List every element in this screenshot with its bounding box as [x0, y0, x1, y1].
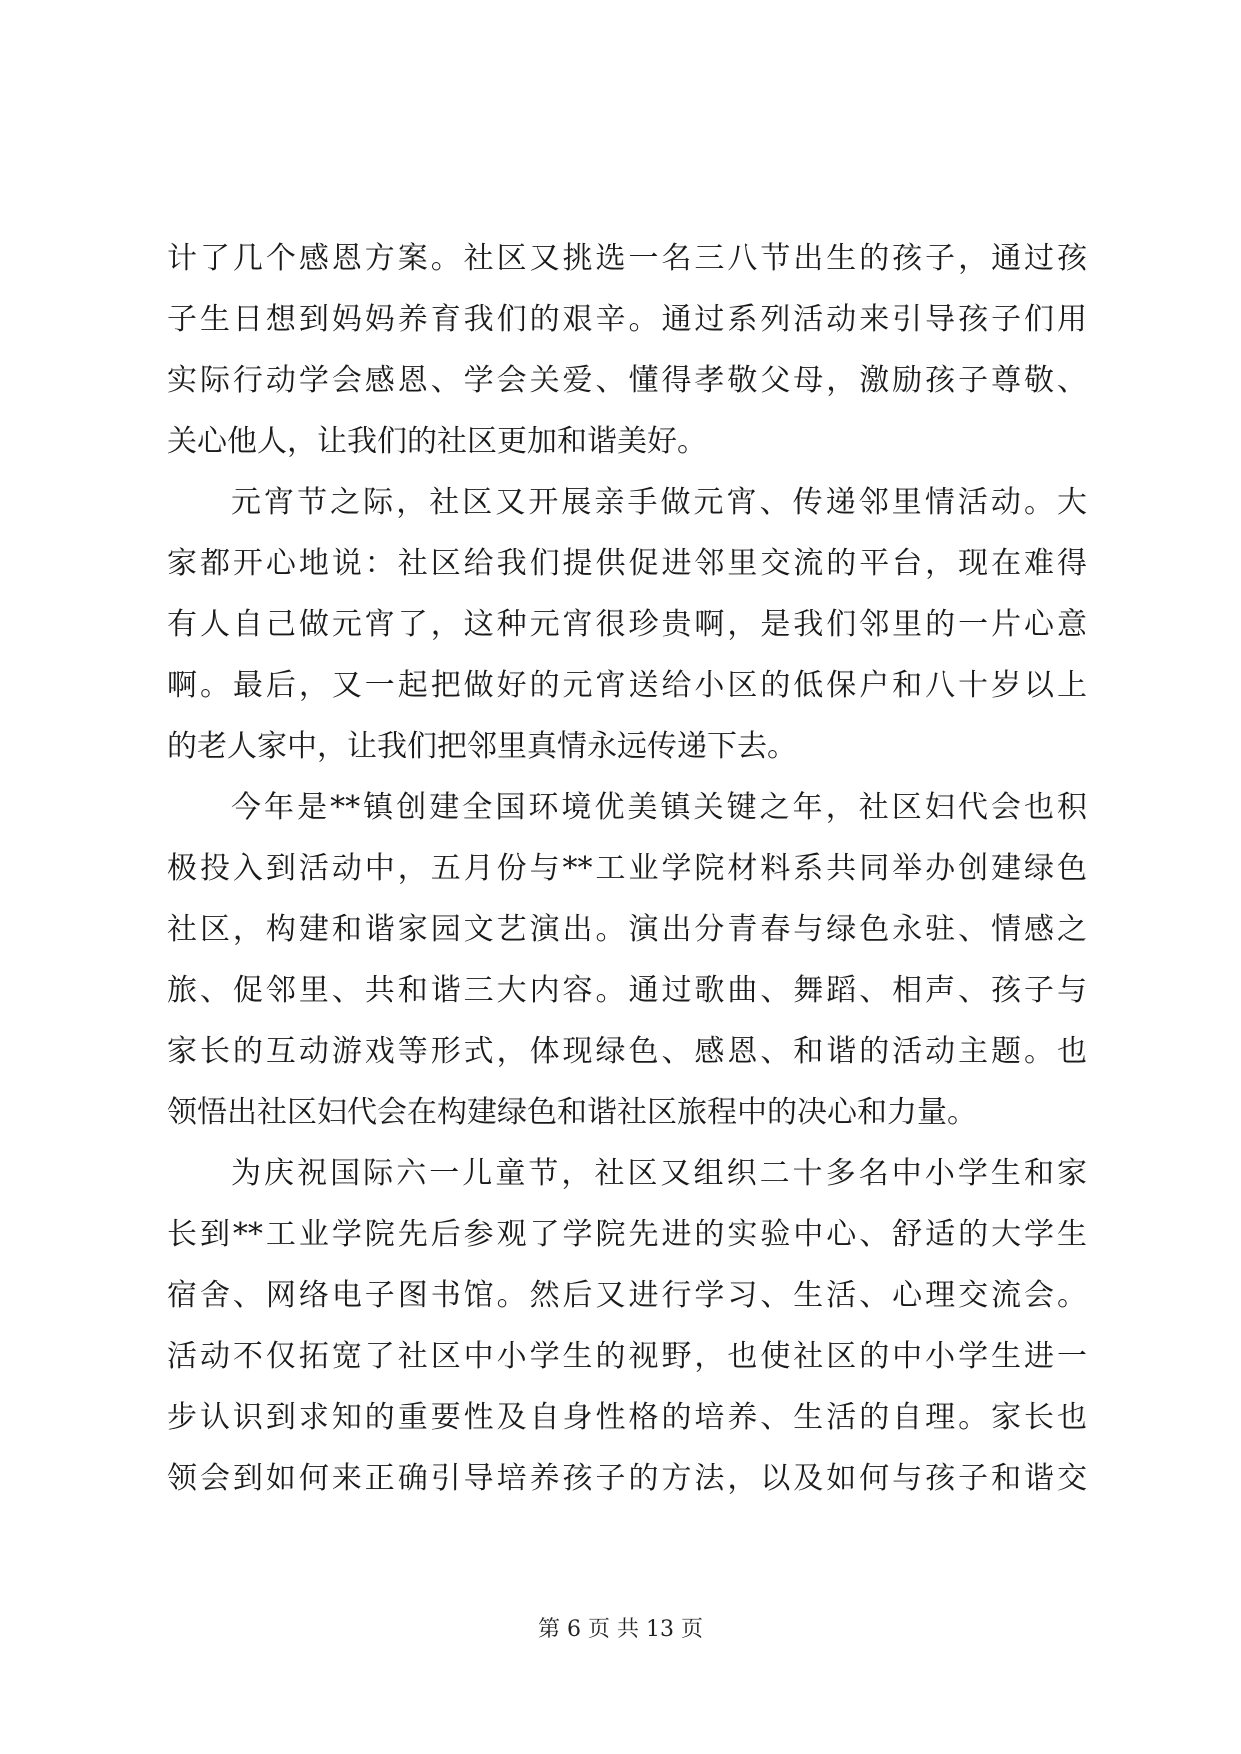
text-line: 子生日想到妈妈养育我们的艰辛。通过系列活动来引导孩子们用 [167, 302, 1087, 337]
text-line: 家都开心地说：社区给我们提供促进邻里交流的平台，现在难得 [167, 546, 1087, 581]
text-line: 领悟出社区妇代会在构建绿色和谐社区旅程中的决心和力量。 [167, 1095, 977, 1130]
text-line: 关心他人，让我们的社区更加和谐美好。 [167, 424, 707, 459]
text-line: 宿舍、网络电子图书馆。然后又进行学习、生活、心理交流会。 [167, 1278, 1087, 1313]
paragraph [167, 1143, 1087, 1509]
text-line: 有人自己做元宵了，这种元宵很珍贵啊，是我们邻里的一片心意 [167, 607, 1087, 642]
paragraph [167, 228, 1087, 472]
text-line: 极投入到活动中，五月份与**工业学院材料系共同举办创建绿色 [167, 851, 1087, 886]
paragraph [167, 472, 1087, 777]
text-line: 实际行动学会感恩、学会关爱、懂得孝敬父母，激励孩子尊敬、 [167, 363, 1087, 398]
text-line: 社区，构建和谐家园文艺演出。演出分青春与绿色永驻、情感之 [167, 912, 1087, 947]
text-line: 旅、促邻里、共和谐三大内容。通过歌曲、舞蹈、相声、孩子与 [167, 973, 1087, 1008]
text-line: 活动不仅拓宽了社区中小学生的视野，也使社区的中小学生进一 [167, 1339, 1087, 1374]
page-footer: 第 6 页 共 13 页 [538, 1617, 703, 1642]
text-line: 家长的互动游戏等形式，体现绿色、感恩、和谐的活动主题。也 [167, 1034, 1087, 1069]
text-line: 啊。最后，又一起把做好的元宵送给小区的低保户和八十岁以上 [167, 668, 1087, 703]
text-line: 领会到如何来正确引导培养孩子的方法，以及如何与孩子和谐交 [167, 1461, 1087, 1496]
text-line: 为庆祝国际六一儿童节，社区又组织二十多名中小学生和家 [231, 1156, 1087, 1191]
text-line: 步认识到求知的重要性及自身性格的培养、生活的自理。家长也 [167, 1400, 1087, 1435]
paragraph [167, 777, 1087, 1143]
text-line: 今年是**镇创建全国环境优美镇关键之年，社区妇代会也积 [231, 790, 1087, 825]
text-line: 长到**工业学院先后参观了学院先进的实验中心、舒适的大学生 [167, 1217, 1087, 1252]
text-line: 的老人家中，让我们把邻里真情永远传递下去。 [167, 729, 797, 764]
body-text [167, 228, 1087, 1509]
text-line: 元宵节之际，社区又开展亲手做元宵、传递邻里情活动。大 [231, 485, 1087, 520]
text-line: 计了几个感恩方案。社区又挑选一名三八节出生的孩子，通过孩 [167, 241, 1087, 276]
